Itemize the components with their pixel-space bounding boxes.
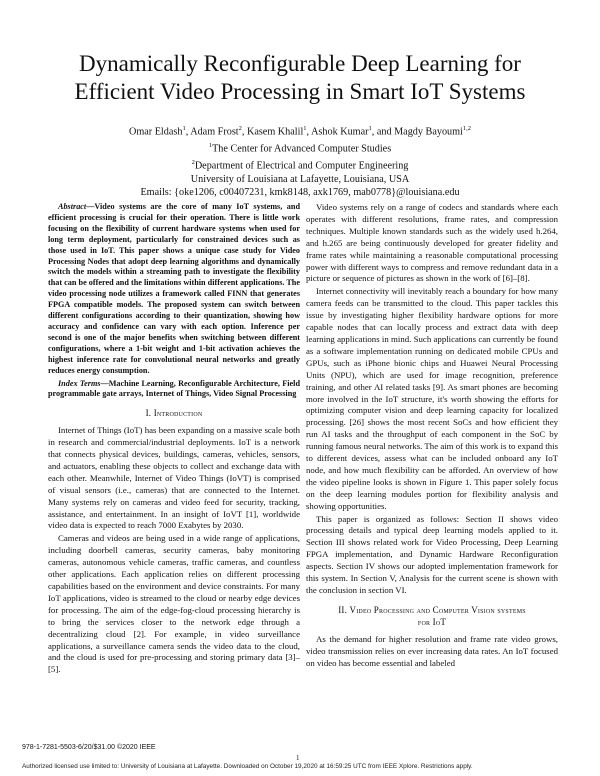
left-column [48,202,300,676]
index-terms-paragraph [48,379,300,401]
abstract-text: —Video systems are the core of many IoT systems, and efficient processing is crucial for their operation. There is little work focusing on the flexibility of current hardware systems when used for long term deployment, particularly for constrained devices such as those used in IoT. This paper shows a unique case study for Video Processing Nodes that adopt deep learning algorithms and dynamically switch the models within a streaming path to investigate the flexibility that can be offered and the limitations within different applications. The video processing node utilizes a framework called FINN that generates FPGA compatible models. The proposed system can switch between different configurations according to their quantization, showing how accuracy and confidence can vary with each option. Inference per second is one of the major benefits when switching between different configurations, where a 1-bit weight and 1-bit activation achieves the highest inference rate for convolutional neural networks and greatly reduces energy consumption. [48,202,300,375]
emails: Emails: {oke1206, c00407231, kmk8148, axk1769, mab0778}@louisiana.edu [140,187,460,199]
title-line-1: Dynamically Reconfigurable Deep Learning for [79,51,521,76]
abstract-label: Abstract [58,202,87,211]
author-affil-mark: 1,2 [462,125,472,132]
license-notice: Authorized licensed use limited to: University of Louisiana at Lafayette. Downloaded on October 19,2020 at 16:59:25 UTC from IEEE Xplore. Restrictions apply. [22,763,473,770]
author-affil-mark: 1 [303,125,307,132]
affil-text: Department of Electrical and Computer Engineering [194,160,409,172]
author-name: Magdy Bayoumi [394,126,463,138]
affiliation-3: University of Louisiana at Lafayette, Louisiana, USA [190,173,410,185]
title-line-2: Efficient Video Processing in Smart IoT Systems [74,79,526,104]
affil-mark: 1 [208,141,213,149]
paper-title [30,50,570,106]
author-name: Omar Eldash [128,126,183,138]
author-name: Kasem Khalil [246,126,304,138]
author-affil-mark: 1 [368,125,372,132]
affiliation-2 [30,156,570,173]
section-title: Video Processing and Computer Vision systems [349,604,526,615]
abstract-paragraph [48,202,300,377]
body-paragraph: As the demand for higher resolution and frame rate video grows, video transmission relies on ever increasing data rates. An IoT focused on video has become essential and labeled [306,633,558,668]
body-paragraph: Internet connectivity will inevitably reach a boundary for how many camera feeds can be transmitted to the cloud. This paper tackles this issue by investigating higher flexibility hardware options for more capable nodes that can locally process and extract data with deep learning applications in mind. Such applications can currently be found as a software implementation running on dedicated mobile CPUs and GPUs, such as iPhone bionic chips and Huawei Neural Processing Units (NPU), which are used for image recognition, preference training, and other AI related tasks [9]. As smart phones are becoming more involved in the IoT structure, it's worth showing the efforts for optimizing computer vision and deep learning capacity for localized processing. [26] shows the most recent SoCs and how efficient they run AI tasks and the throughput of each component in the SoC by running famous neural networks. The aim of this work is to expand this to different devices, assess what can be included onboard any IoT node, and how much flexibility can be afforded. An overview of how the video pipeline looks is shown in Figure 1. This paper solely focus on the deep learning modules portion for flexibility analysis and showing opportunities. [306,286,558,511]
author-name: Adam Frost [190,126,239,138]
index-terms-text: —Machine Learning, Reconfigurable Architecture, Field programmable gate arrays, Internet of Things, Video Signal Processing [48,378,300,399]
copyright-notice: 978-1-7281-5503-6/20/$31.00 ©2020 IEEE [22,744,156,751]
body-paragraph: Cameras and videos are being used in a wide range of applications, including doorbell cameras, security cameras, baby monitoring cameras, autonomous vehicle cameras, traffic cameras, and countless other applications. Each application relies on different processing capabilities based on the environment and device constraints. For many IoT applications, video is streamed to the cloud or nearby edge devices for processing. The aim of the edge-fog-cloud processing hierarchy is to bring the services closer to the network edge through a decentralizing cloud [2]. For example, in video surveillance applications, a surveillance camera sends the video data to the cloud, and the cloud is used for pre-processing and storing primary data [3]–[5]. [48,533,300,675]
author-affil-mark: 1 [182,125,186,132]
affiliation-1 [30,139,570,156]
index-terms-label: Index Terms [58,378,101,388]
page-number: 1 [296,754,300,762]
author-block [30,122,570,200]
affil-text: The Center for Advanced Computer Studies [212,143,392,155]
affil-mark: 2 [191,158,195,166]
author-list: Omar Eldash$^1$, Adam Frost$^2$, Kasem Khalil$^1$, Ashok Kumar$^1$, and Magdy Bayoumi$^{1,2}$ [128,125,472,138]
section-title: Introduction [153,408,203,419]
section-title-line-1 [306,605,558,617]
section-title-line-2: for IoT [417,616,447,627]
body-paragraph: Video systems rely on a range of codecs and standards where each operates with different resolutions, frame rates, and compression techniques. Multiple known standards such as the widely used h.264, and h.265 are being continuously developed for greater fidelity and frame rates while maintaining a reasonable computational processing power with different ways to compress and remove redundant data in a picture or sequence of pictures as shown in the work of [6]–[8]. [306,202,558,284]
body-paragraph: Internet of Things (IoT) has been expanding on a massive scale both in research and commercial/industrial deployments. IoT is a network that connects physical devices, buildings, cameras, vehicles, sensors, and actuators, enabling these objects to collect and exchange data with each other. Meanwhile, Internet of Video Things (IoVT) is comprised of visual sensors (i.e., cameras) that are connected to the Internet. Many systems rely on cameras and video feed for security, tracking, assistance, and entertainment. In an insight of IoVT [1], worldwide video data is expected to reach 7000 Exabytes by 2030. [48,425,300,531]
section-heading-introduction [48,408,300,420]
author-affil-mark: 2 [238,125,242,132]
body-paragraph: This paper is organized as follows: Section II shows video processing details and typical deep learning models applied to it. Section III shows related work for Video Processing, Deep Learning FPGA implementation, and Dynamic Hardware Reconfiguration aspects. Section IV shows our adopted implementation framework for this system. In Section V, Analysis for the current scene is shown with the conclusion in section VI. [306,513,558,595]
section-numeral: II. [338,604,348,615]
section-numeral: I. [145,408,152,419]
section-heading-video-processing [306,605,558,629]
right-column [306,202,558,669]
abstract-section [48,202,300,400]
author-name: Ashok Kumar [311,126,369,138]
